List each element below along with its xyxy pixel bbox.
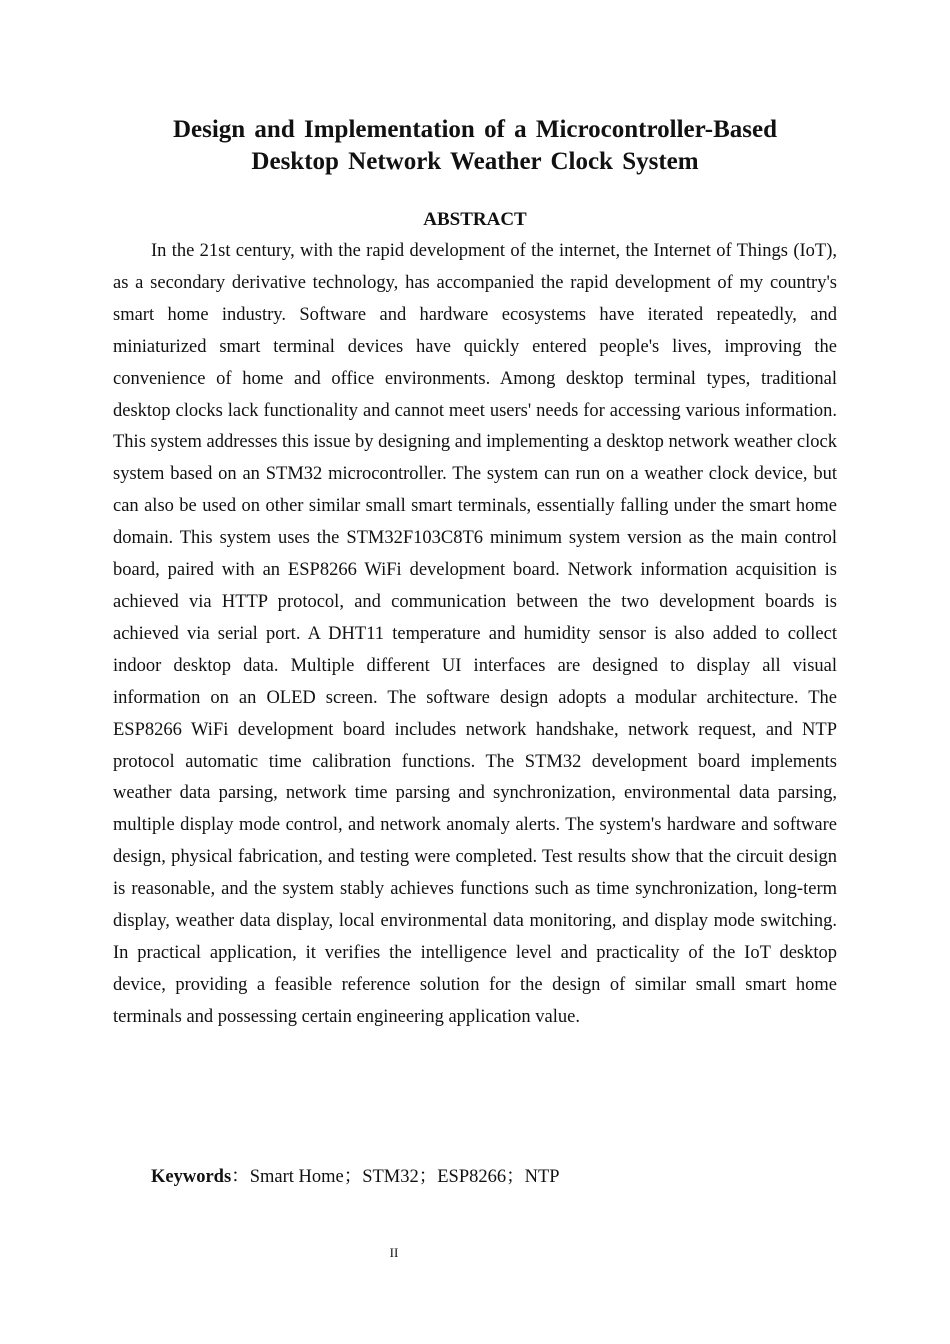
- keywords-line: [151, 1163, 560, 1191]
- abstract-heading: ABSTRACT: [423, 209, 527, 230]
- paper-title: [113, 114, 837, 178]
- page-number: II: [389, 1245, 399, 1260]
- paper-title-line-2: Desktop Network Weather Clock System: [251, 148, 699, 175]
- abstract-body: In the 21st century, with the rapid development of the internet, the Internet of Things (IoT), as a secondary derivative technology, has accompanied the rapid development of my country's smart home industry. Software and hardware ecosystems have iterated repeatedly, and miniaturized smart terminal devices have quickly entered people's lives, improving the convenience of home and office environments. Among desktop terminal types, traditional desktop clocks lack functionality and cannot meet users' needs for accessing various information. This system addresses this issue by designing and implementing a desktop network weather clock system based on an STM32 microcontroller. The system can run on a weather clock device, but can also be used on other similar small smart terminals, essentially falling under the smart home domain. This system uses the STM32F103C8T6 minimum system version as the main control board, paired with an ESP8266 WiFi development board. Network information acquisition is achieved via HTTP protocol, and communication between the two development boards is achieved via serial port. A DHT11 temperature and humidity sensor is also added to collect indoor desktop data. Multiple different UI interfaces are designed to display all visual information on an OLED screen. The software design adopts a modular architecture. The ESP8266 WiFi development board includes network handshake, network request, and NTP protocol automatic time calibration functions. The STM32 development board implements weather data parsing, network time parsing and synchronization, environmental data parsing, multiple display mode control, and network anomaly alerts. The system's hardware and software design, physical fabrication, and testing were completed. Test results show that the circuit design is reasonable, and the system stably achieves functions such as time synchronization, long-term display, weather data display, local environmental data monitoring, and display mode switching. In practical application, it verifies the intelligence level and practicality of the IoT desktop device, providing a feasible reference solution for the design of similar small smart home terminals and possessing certain engineering application value.: [113, 241, 837, 1027]
- keywords-list: Smart Home；STM32；ESP8266；NTP: [249, 1167, 560, 1187]
- keywords-separator: ：: [231, 1167, 250, 1187]
- paper-title-line-1: Design and Implementation of a Microcontroller-Based: [172, 116, 778, 143]
- keywords-label: Keywords: [151, 1167, 232, 1187]
